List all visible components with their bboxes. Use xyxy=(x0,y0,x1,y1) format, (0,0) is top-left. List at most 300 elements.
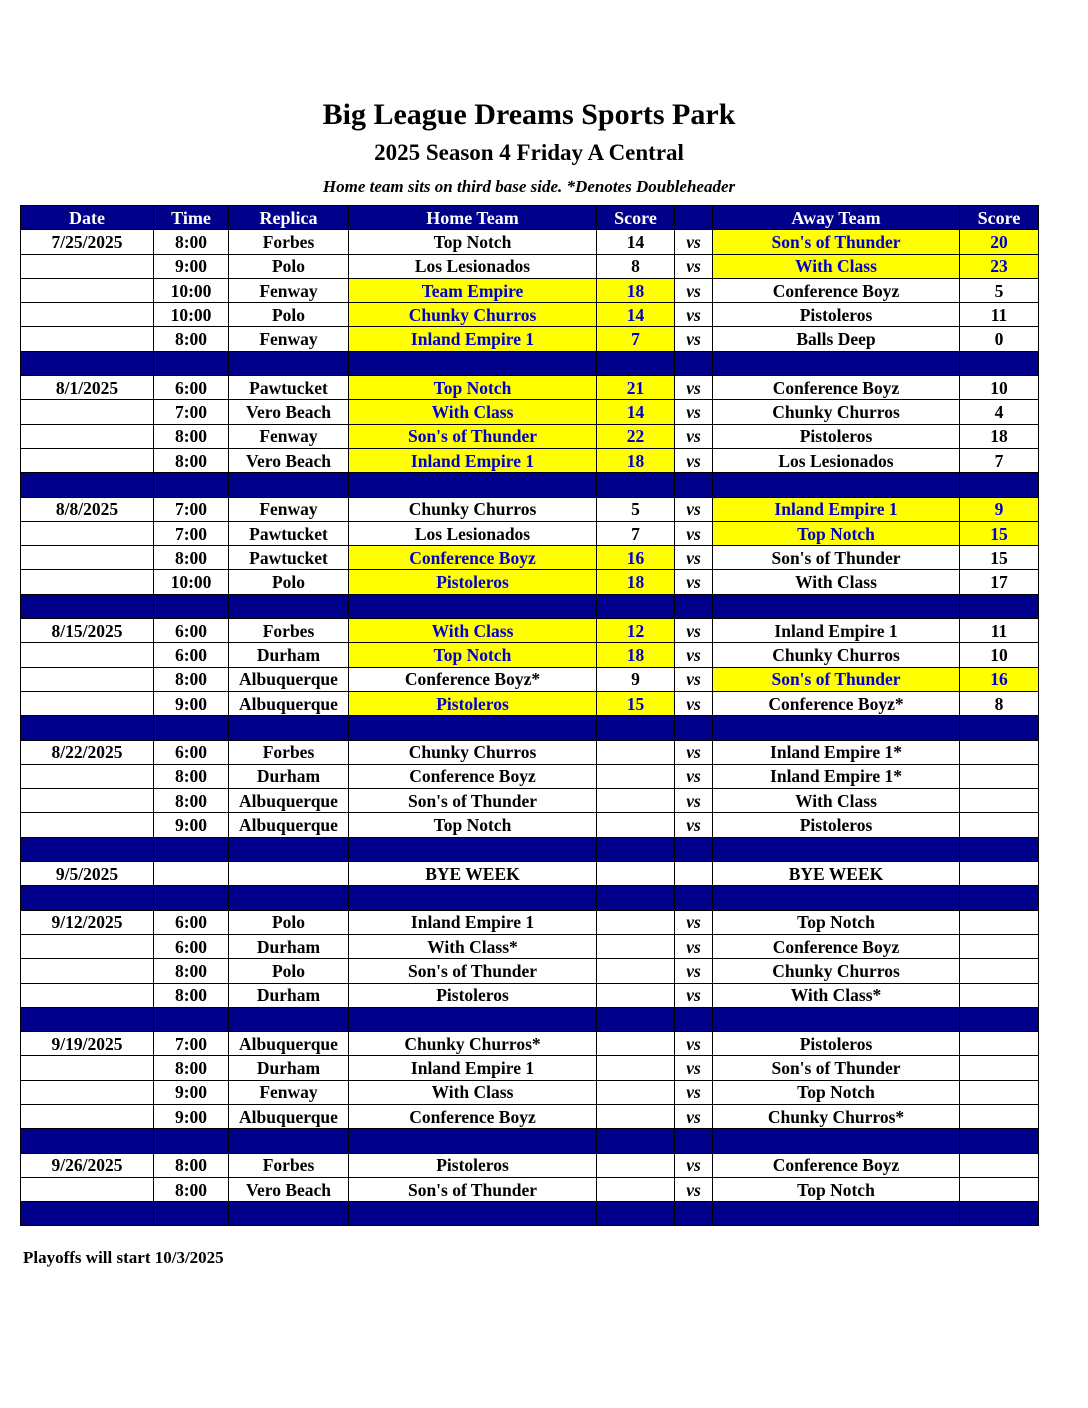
date-cell xyxy=(21,959,154,983)
away-score-cell: 17 xyxy=(960,570,1039,594)
time-cell: 8:00 xyxy=(154,959,229,983)
vs-cell: vs xyxy=(675,910,713,934)
replica-cell: Polo xyxy=(229,254,349,278)
time-cell: 7:00 xyxy=(154,521,229,545)
away-team-cell: Conference Boyz xyxy=(713,1153,960,1177)
separator-cell xyxy=(960,886,1039,910)
separator-cell xyxy=(713,837,960,861)
separator-cell xyxy=(21,837,154,861)
separator-cell xyxy=(21,886,154,910)
col-header-home-team: Home Team xyxy=(349,206,597,230)
replica-cell: Fenway xyxy=(229,1080,349,1104)
table-row xyxy=(21,740,1039,764)
vs-cell: vs xyxy=(675,424,713,448)
vs-cell: vs xyxy=(675,1080,713,1104)
week-separator-row xyxy=(21,837,1039,861)
separator-cell xyxy=(675,1007,713,1031)
separator-cell xyxy=(713,1129,960,1153)
col-header-away-score: Score xyxy=(960,206,1039,230)
away-team-cell: Conference Boyz xyxy=(713,278,960,302)
separator-cell xyxy=(675,716,713,740)
home-score-cell xyxy=(597,1032,675,1056)
time-cell: 8:00 xyxy=(154,327,229,351)
home-score-cell: 18 xyxy=(597,278,675,302)
date-cell xyxy=(21,691,154,715)
date-cell xyxy=(21,546,154,570)
replica-cell: Fenway xyxy=(229,327,349,351)
date-cell xyxy=(21,1056,154,1080)
vs-cell: vs xyxy=(675,303,713,327)
vs-cell: vs xyxy=(675,327,713,351)
date-cell: 8/15/2025 xyxy=(21,619,154,643)
away-team-cell: Chunky Churros xyxy=(713,643,960,667)
home-team-cell: Pistoleros xyxy=(349,691,597,715)
vs-cell: vs xyxy=(675,691,713,715)
time-cell: 6:00 xyxy=(154,619,229,643)
vs-cell: vs xyxy=(675,546,713,570)
replica-cell: Polo xyxy=(229,303,349,327)
separator-cell xyxy=(960,837,1039,861)
time-cell: 6:00 xyxy=(154,643,229,667)
date-cell xyxy=(21,764,154,788)
vs-cell: vs xyxy=(675,959,713,983)
home-score-cell xyxy=(597,1056,675,1080)
separator-cell xyxy=(21,716,154,740)
away-team-cell: Balls Deep xyxy=(713,327,960,351)
away-team-cell: Son's of Thunder xyxy=(713,667,960,691)
away-team-cell: Pistoleros xyxy=(713,1032,960,1056)
table-row xyxy=(21,521,1039,545)
away-team-cell: Pistoleros xyxy=(713,813,960,837)
home-team-cell: Pistoleros xyxy=(349,570,597,594)
separator-cell xyxy=(597,473,675,497)
table-row xyxy=(21,303,1039,327)
home-team-cell: Conference Boyz xyxy=(349,764,597,788)
table-row xyxy=(21,643,1039,667)
separator-cell xyxy=(713,351,960,375)
home-score-cell: 7 xyxy=(597,327,675,351)
separator-cell xyxy=(21,1202,154,1226)
table-row xyxy=(21,1177,1039,1201)
page-title: Big League Dreams Sports Park xyxy=(322,98,736,131)
table-row xyxy=(21,959,1039,983)
replica-cell: Vero Beach xyxy=(229,1177,349,1201)
replica-cell: Polo xyxy=(229,910,349,934)
season-subtitle: 2025 Season 4 Friday A Central xyxy=(374,140,684,165)
week-separator-row xyxy=(21,1007,1039,1031)
separator-cell xyxy=(154,1007,229,1031)
home-team-cell: Son's of Thunder xyxy=(349,959,597,983)
separator-cell xyxy=(960,473,1039,497)
away-score-cell xyxy=(960,1080,1039,1104)
replica-cell: Albuquerque xyxy=(229,1032,349,1056)
vs-cell: vs xyxy=(675,813,713,837)
table-row xyxy=(21,934,1039,958)
time-cell: 8:00 xyxy=(154,230,229,254)
separator-cell xyxy=(21,473,154,497)
separator-cell xyxy=(349,837,597,861)
date-cell xyxy=(21,400,154,424)
time-cell: 10:00 xyxy=(154,570,229,594)
separator-cell xyxy=(349,473,597,497)
vs-cell: vs xyxy=(675,1056,713,1080)
home-score-cell: 14 xyxy=(597,303,675,327)
separator-cell xyxy=(597,886,675,910)
home-team-cell: Son's of Thunder xyxy=(349,789,597,813)
separator-cell xyxy=(229,837,349,861)
table-row xyxy=(21,448,1039,472)
table-row xyxy=(21,254,1039,278)
separator-cell xyxy=(154,594,229,618)
vs-cell: vs xyxy=(675,497,713,521)
away-team-cell: Top Notch xyxy=(713,1177,960,1201)
separator-cell xyxy=(675,1202,713,1226)
date-cell xyxy=(21,813,154,837)
away-team-cell: Son's of Thunder xyxy=(713,546,960,570)
col-header-date: Date xyxy=(21,206,154,230)
vs-cell: vs xyxy=(675,254,713,278)
away-score-cell xyxy=(960,934,1039,958)
separator-cell xyxy=(21,1129,154,1153)
table-row xyxy=(21,764,1039,788)
time-cell: 6:00 xyxy=(154,934,229,958)
away-score-cell: 15 xyxy=(960,546,1039,570)
home-score-cell xyxy=(597,789,675,813)
time-cell: 8:00 xyxy=(154,764,229,788)
home-team-cell: With Class xyxy=(349,619,597,643)
home-team-cell: With Class* xyxy=(349,934,597,958)
separator-cell xyxy=(349,716,597,740)
away-score-cell: 11 xyxy=(960,619,1039,643)
away-score-cell: 16 xyxy=(960,667,1039,691)
home-team-cell: Los Lesionados xyxy=(349,521,597,545)
home-team-cell: Inland Empire 1 xyxy=(349,910,597,934)
away-team-cell: Top Notch xyxy=(713,521,960,545)
home-score-cell: 18 xyxy=(597,643,675,667)
replica-cell: Durham xyxy=(229,934,349,958)
vs-cell: vs xyxy=(675,764,713,788)
time-cell: 9:00 xyxy=(154,691,229,715)
time-cell: 9:00 xyxy=(154,813,229,837)
time-cell: 8:00 xyxy=(154,1177,229,1201)
table-row xyxy=(21,789,1039,813)
away-team-cell: With Class xyxy=(713,789,960,813)
separator-cell xyxy=(21,351,154,375)
time-cell: 8:00 xyxy=(154,448,229,472)
playoffs-note: Playoffs will start 10/3/2025 xyxy=(23,1248,224,1267)
replica-cell: Fenway xyxy=(229,424,349,448)
week-separator-row xyxy=(21,473,1039,497)
time-cell: 8:00 xyxy=(154,1153,229,1177)
home-score-cell xyxy=(597,983,675,1007)
home-score-cell: 21 xyxy=(597,376,675,400)
week-separator-row xyxy=(21,594,1039,618)
col-header-replica: Replica xyxy=(229,206,349,230)
away-team-cell: Chunky Churros xyxy=(713,959,960,983)
replica-cell: Polo xyxy=(229,570,349,594)
separator-cell xyxy=(713,886,960,910)
table-row xyxy=(21,327,1039,351)
time-cell: 7:00 xyxy=(154,497,229,521)
separator-cell xyxy=(675,351,713,375)
away-score-cell xyxy=(960,1104,1039,1128)
replica-cell xyxy=(229,862,349,886)
table-row xyxy=(21,667,1039,691)
date-cell xyxy=(21,1104,154,1128)
time-cell: 8:00 xyxy=(154,1056,229,1080)
replica-cell: Albuquerque xyxy=(229,667,349,691)
away-score-cell: 15 xyxy=(960,521,1039,545)
separator-cell xyxy=(960,351,1039,375)
home-team-cell: Inland Empire 1 xyxy=(349,327,597,351)
separator-cell xyxy=(960,716,1039,740)
away-team-cell: Chunky Churros* xyxy=(713,1104,960,1128)
away-team-cell: Pistoleros xyxy=(713,424,960,448)
home-team-cell: Conference Boyz xyxy=(349,1104,597,1128)
vs-cell: vs xyxy=(675,400,713,424)
date-cell xyxy=(21,424,154,448)
away-team-cell: Inland Empire 1 xyxy=(713,497,960,521)
time-cell: 10:00 xyxy=(154,278,229,302)
separator-cell xyxy=(675,837,713,861)
separator-cell xyxy=(229,886,349,910)
away-team-cell: Pistoleros xyxy=(713,303,960,327)
away-team-cell: With Class xyxy=(713,254,960,278)
separator-cell xyxy=(960,1007,1039,1031)
home-team-cell: Chunky Churros xyxy=(349,303,597,327)
separator-cell xyxy=(675,1129,713,1153)
time-cell: 8:00 xyxy=(154,789,229,813)
replica-cell: Forbes xyxy=(229,1153,349,1177)
home-score-cell: 18 xyxy=(597,570,675,594)
table-row xyxy=(21,497,1039,521)
away-team-cell: BYE WEEK xyxy=(713,862,960,886)
away-score-cell xyxy=(960,983,1039,1007)
table-row xyxy=(21,1032,1039,1056)
col-header-time: Time xyxy=(154,206,229,230)
away-score-cell: 9 xyxy=(960,497,1039,521)
home-score-cell: 7 xyxy=(597,521,675,545)
week-separator-row xyxy=(21,351,1039,375)
date-cell xyxy=(21,1177,154,1201)
separator-cell xyxy=(960,1202,1039,1226)
replica-cell: Forbes xyxy=(229,230,349,254)
week-separator-row xyxy=(21,1129,1039,1153)
vs-cell: vs xyxy=(675,740,713,764)
week-separator-row xyxy=(21,716,1039,740)
replica-cell: Polo xyxy=(229,959,349,983)
home-team-cell: Top Notch xyxy=(349,376,597,400)
vs-cell: vs xyxy=(675,448,713,472)
table-row xyxy=(21,400,1039,424)
time-cell: 6:00 xyxy=(154,910,229,934)
date-cell xyxy=(21,667,154,691)
replica-cell: Forbes xyxy=(229,740,349,764)
home-score-cell xyxy=(597,813,675,837)
separator-cell xyxy=(229,1007,349,1031)
home-team-cell: Inland Empire 1 xyxy=(349,1056,597,1080)
time-cell: 9:00 xyxy=(154,1080,229,1104)
date-cell xyxy=(21,789,154,813)
separator-cell xyxy=(349,1007,597,1031)
separator-cell xyxy=(154,837,229,861)
date-cell xyxy=(21,327,154,351)
date-cell xyxy=(21,1080,154,1104)
away-score-cell: 10 xyxy=(960,643,1039,667)
vs-cell: vs xyxy=(675,983,713,1007)
schedule-table xyxy=(20,205,1039,1226)
replica-cell: Forbes xyxy=(229,619,349,643)
vs-cell: vs xyxy=(675,1104,713,1128)
date-cell: 9/12/2025 xyxy=(21,910,154,934)
time-cell: 9:00 xyxy=(154,1104,229,1128)
away-score-cell: 5 xyxy=(960,278,1039,302)
table-row xyxy=(21,278,1039,302)
table-row xyxy=(21,1080,1039,1104)
date-cell xyxy=(21,934,154,958)
home-team-cell: Chunky Churros* xyxy=(349,1032,597,1056)
home-score-cell: 15 xyxy=(597,691,675,715)
table-row xyxy=(21,570,1039,594)
separator-cell xyxy=(154,716,229,740)
separator-cell xyxy=(154,1129,229,1153)
vs-cell: vs xyxy=(675,1032,713,1056)
date-cell: 8/8/2025 xyxy=(21,497,154,521)
away-team-cell: Chunky Churros xyxy=(713,400,960,424)
home-score-cell xyxy=(597,740,675,764)
replica-cell: Durham xyxy=(229,983,349,1007)
separator-cell xyxy=(713,1007,960,1031)
home-team-cell: BYE WEEK xyxy=(349,862,597,886)
home-score-cell: 16 xyxy=(597,546,675,570)
separator-cell xyxy=(21,594,154,618)
away-score-cell: 4 xyxy=(960,400,1039,424)
away-score-cell xyxy=(960,789,1039,813)
date-cell xyxy=(21,570,154,594)
time-cell: 10:00 xyxy=(154,303,229,327)
separator-cell xyxy=(349,1202,597,1226)
away-score-cell xyxy=(960,1177,1039,1201)
away-team-cell: Conference Boyz* xyxy=(713,691,960,715)
home-score-cell: 12 xyxy=(597,619,675,643)
home-score-cell: 5 xyxy=(597,497,675,521)
date-cell xyxy=(21,983,154,1007)
time-cell: 6:00 xyxy=(154,376,229,400)
table-row xyxy=(21,546,1039,570)
date-cell xyxy=(21,448,154,472)
home-score-cell: 14 xyxy=(597,400,675,424)
away-team-cell: Inland Empire 1* xyxy=(713,740,960,764)
separator-cell xyxy=(960,1129,1039,1153)
home-team-cell: With Class xyxy=(349,1080,597,1104)
vs-cell: vs xyxy=(675,667,713,691)
separator-cell xyxy=(713,594,960,618)
away-score-cell xyxy=(960,740,1039,764)
separator-cell xyxy=(154,351,229,375)
home-score-cell xyxy=(597,934,675,958)
away-score-cell xyxy=(960,813,1039,837)
separator-cell xyxy=(597,716,675,740)
vs-cell: vs xyxy=(675,230,713,254)
separator-cell xyxy=(229,473,349,497)
away-score-cell xyxy=(960,862,1039,886)
away-score-cell xyxy=(960,1153,1039,1177)
home-team-cell: Inland Empire 1 xyxy=(349,448,597,472)
separator-cell xyxy=(229,1129,349,1153)
time-cell: 9:00 xyxy=(154,254,229,278)
date-cell: 8/22/2025 xyxy=(21,740,154,764)
away-team-cell: Inland Empire 1* xyxy=(713,764,960,788)
separator-cell xyxy=(154,1202,229,1226)
away-team-cell: Conference Boyz xyxy=(713,934,960,958)
away-score-cell: 10 xyxy=(960,376,1039,400)
time-cell: 7:00 xyxy=(154,1032,229,1056)
vs-cell xyxy=(675,862,713,886)
table-row xyxy=(21,691,1039,715)
home-team-cell: Los Lesionados xyxy=(349,254,597,278)
separator-cell xyxy=(229,594,349,618)
table-row xyxy=(21,1056,1039,1080)
home-team-cell: Top Notch xyxy=(349,643,597,667)
time-cell: 7:00 xyxy=(154,400,229,424)
table-row xyxy=(21,813,1039,837)
separator-cell xyxy=(597,594,675,618)
replica-cell: Vero Beach xyxy=(229,400,349,424)
away-team-cell: Top Notch xyxy=(713,910,960,934)
home-score-cell xyxy=(597,1080,675,1104)
away-team-cell: Inland Empire 1 xyxy=(713,619,960,643)
vs-cell: vs xyxy=(675,1153,713,1177)
col-header-away-team: Away Team xyxy=(713,206,960,230)
home-team-cell: Pistoleros xyxy=(349,1153,597,1177)
replica-cell: Albuquerque xyxy=(229,691,349,715)
home-team-cell: Chunky Churros xyxy=(349,740,597,764)
week-separator-row xyxy=(21,1202,1039,1226)
away-score-cell: 7 xyxy=(960,448,1039,472)
vs-cell: vs xyxy=(675,521,713,545)
home-team-cell: Top Notch xyxy=(349,813,597,837)
col-header-vs xyxy=(675,206,713,230)
separator-cell xyxy=(597,351,675,375)
away-score-cell xyxy=(960,1032,1039,1056)
col-header-home-score: Score xyxy=(597,206,675,230)
date-cell xyxy=(21,303,154,327)
table-row xyxy=(21,1104,1039,1128)
vs-cell: vs xyxy=(675,278,713,302)
separator-cell xyxy=(21,1007,154,1031)
date-cell: 9/26/2025 xyxy=(21,1153,154,1177)
away-score-cell xyxy=(960,959,1039,983)
date-cell xyxy=(21,521,154,545)
separator-cell xyxy=(713,1202,960,1226)
separator-cell xyxy=(675,594,713,618)
replica-cell: Durham xyxy=(229,643,349,667)
replica-cell: Pawtucket xyxy=(229,521,349,545)
separator-cell xyxy=(597,837,675,861)
home-score-cell xyxy=(597,1104,675,1128)
home-score-cell xyxy=(597,910,675,934)
away-score-cell: 23 xyxy=(960,254,1039,278)
home-score-cell: 8 xyxy=(597,254,675,278)
home-team-cell: Pistoleros xyxy=(349,983,597,1007)
separator-cell xyxy=(349,594,597,618)
home-team-cell: Top Notch xyxy=(349,230,597,254)
separator-cell xyxy=(960,594,1039,618)
time-cell: 6:00 xyxy=(154,740,229,764)
date-cell xyxy=(21,254,154,278)
table-row xyxy=(21,983,1039,1007)
home-score-cell: 14 xyxy=(597,230,675,254)
